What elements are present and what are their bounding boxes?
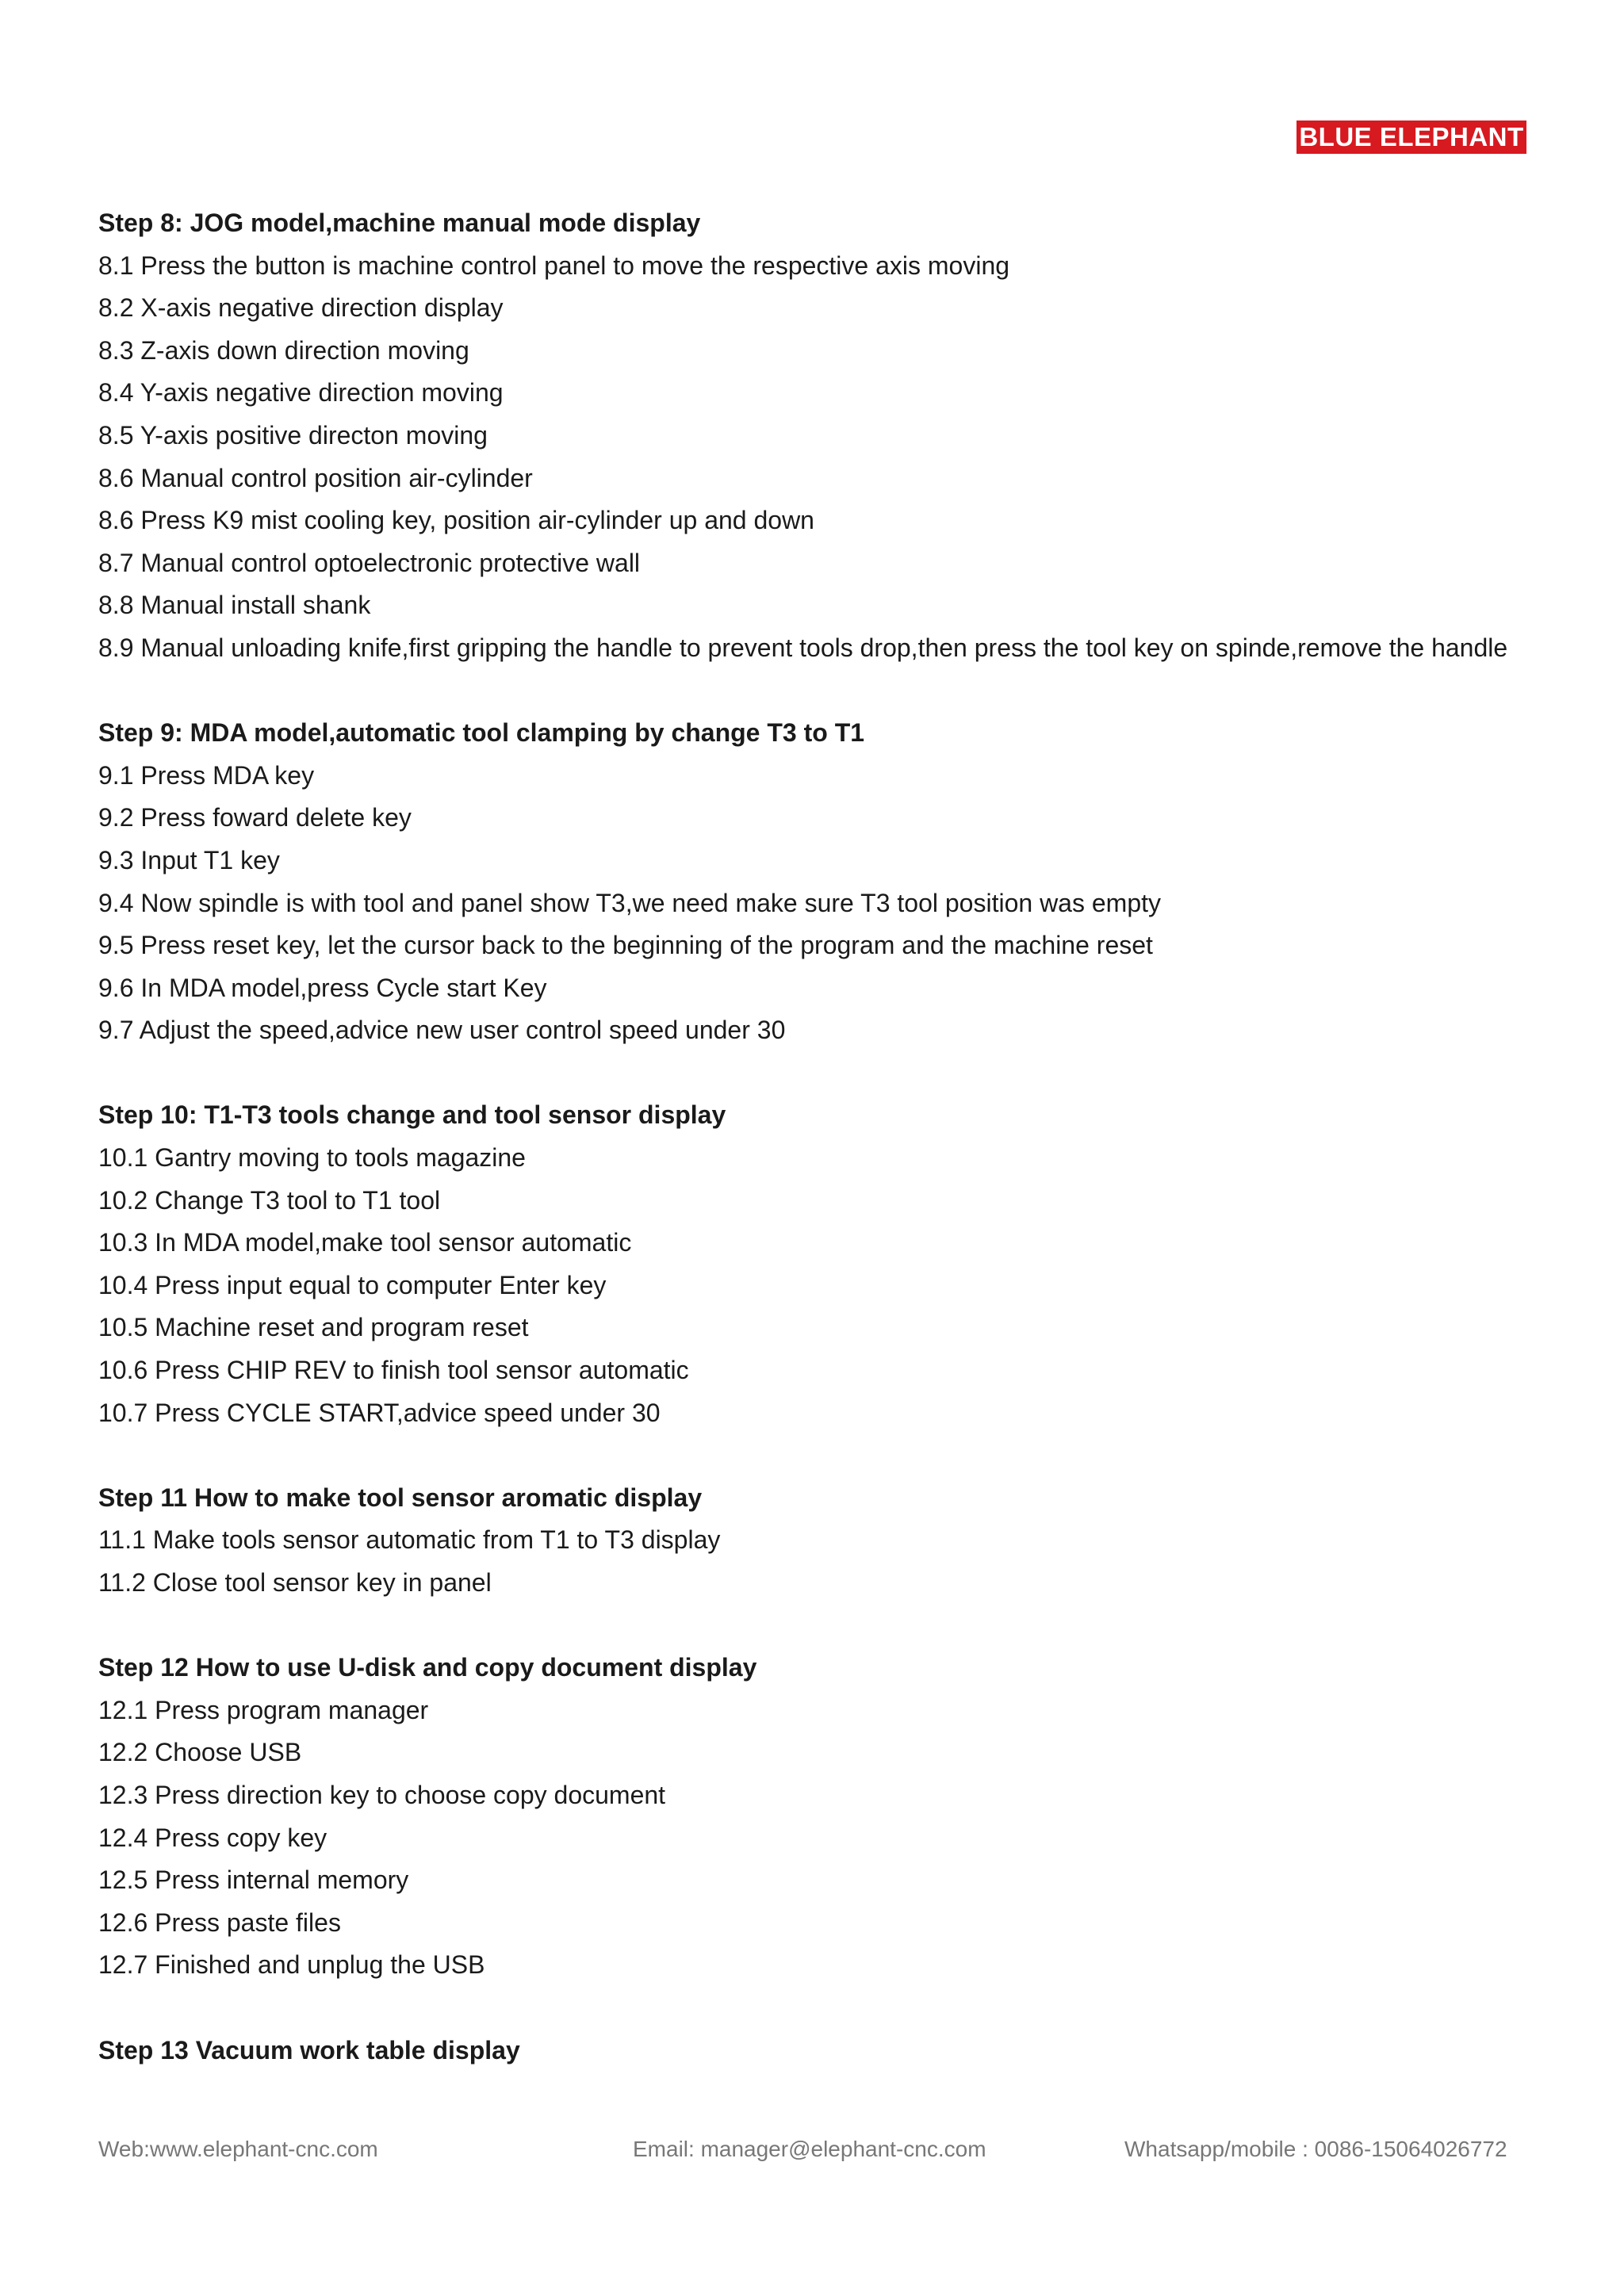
list-item: 9.3 Input T1 key bbox=[98, 845, 280, 874]
list-item: 8.4 Y-axis negative direction moving bbox=[98, 378, 504, 408]
list-item: 9.4 Now spindle is with tool and panel show T3,we need make sure T3 tool position was empty bbox=[98, 888, 1161, 917]
list-item: 11.1 Make tools sensor automatic from T1 to T3 display bbox=[98, 1525, 721, 1555]
step-8-heading: Step 8: JOG model,machine manual mode display bbox=[98, 209, 701, 237]
list-item: 9.6 In MDA model,press Cycle start Key bbox=[98, 973, 547, 1002]
list-item: 10.2 Change T3 tool to T1 tool bbox=[98, 1185, 441, 1215]
list-item: 12.6 Press paste files bbox=[98, 1908, 341, 1937]
footer-whatsapp-contact: Whatsapp/mobile : 0086-15064026772 bbox=[1124, 2137, 1507, 2161]
step-13-heading: Step 13 Vacuum work table display bbox=[98, 2035, 520, 2064]
section-gap bbox=[98, 1434, 1534, 1477]
list-item: 8.2 X-axis negative direction display bbox=[98, 293, 504, 323]
list-item: 8.6 Manual control position air-cylinder bbox=[98, 463, 533, 492]
list-item: 12.1 Press program manager bbox=[98, 1695, 429, 1724]
list-item: 12.4 Press copy key bbox=[98, 1823, 327, 1852]
list-item: 9.1 Press MDA key bbox=[98, 760, 315, 790]
list-item: 10.7 Press CYCLE START,advice speed under 30 bbox=[98, 1398, 661, 1427]
list-item: 11.2 Close tool sensor key in panel bbox=[98, 1568, 492, 1597]
list-item: 8.3 Z-axis down direction moving bbox=[98, 335, 469, 365]
list-item: 12.2 Choose USB bbox=[98, 1738, 302, 1767]
page-footer bbox=[0, 2133, 1624, 2165]
list-item: 12.7 Finished and unplug the USB bbox=[98, 1950, 485, 1980]
document-body bbox=[98, 202, 1534, 2072]
list-item: 8.5 Y-axis positive directon moving bbox=[98, 420, 488, 450]
list-item: 8.7 Manual control optoelectronic protective wall bbox=[98, 548, 641, 577]
list-item: 9.5 Press reset key, let the cursor back to the beginning of the program and the machine reset bbox=[98, 931, 1153, 960]
list-item: 12.3 Press direction key to choose copy document bbox=[98, 1780, 666, 1809]
list-item: 10.1 Gantry moving to tools magazine bbox=[98, 1143, 526, 1173]
step-9-heading: Step 9: MDA model,automatic tool clamping by change T3 to T1 bbox=[98, 718, 865, 748]
list-item: 10.5 Machine reset and program reset bbox=[98, 1313, 529, 1342]
footer-website-link[interactable]: Web:www.elephant-cnc.com bbox=[98, 2137, 378, 2161]
step-11-heading: Step 11 How to make tool sensor aromatic display bbox=[98, 1483, 703, 1512]
list-item: 8.6 Press K9 mist cooling key, position air-cylinder up and down bbox=[98, 506, 814, 535]
section-gap bbox=[98, 1987, 1534, 2030]
step-10-heading: Step 10: T1-T3 tools change and tool sensor display bbox=[98, 1100, 726, 1130]
list-item: 12.5 Press internal memory bbox=[98, 1866, 409, 1895]
list-item: 8.1 Press the button is machine control panel to move the respective axis moving bbox=[98, 251, 1010, 280]
list-item: 10.6 Press CHIP REV to finish tool sensor automatic bbox=[98, 1356, 689, 1385]
list-item: 9.7 Adjust the speed,advice new user control speed under 30 bbox=[98, 1016, 786, 1045]
list-item: 8.9 Manual unloading knife,first gripping the handle to prevent tools drop,then press the tool key on spinde,remove the handle bbox=[98, 633, 1508, 662]
footer-email-link[interactable]: Email: manager@elephant-cnc.com bbox=[633, 2137, 986, 2161]
section-gap bbox=[98, 670, 1534, 713]
section-gap bbox=[98, 1605, 1534, 1647]
list-item: 8.8 Manual install shank bbox=[98, 591, 371, 620]
list-item: 10.3 In MDA model,make tool sensor automatic bbox=[98, 1228, 632, 1257]
list-item: 9.2 Press foward delete key bbox=[98, 803, 412, 832]
section-gap bbox=[98, 1052, 1534, 1095]
list-item: 10.4 Press input equal to computer Enter key bbox=[98, 1270, 607, 1299]
step-12-heading: Step 12 How to use U-disk and copy document display bbox=[98, 1653, 757, 1682]
brand-logo: BLUE ELEPHANT bbox=[1297, 121, 1526, 154]
